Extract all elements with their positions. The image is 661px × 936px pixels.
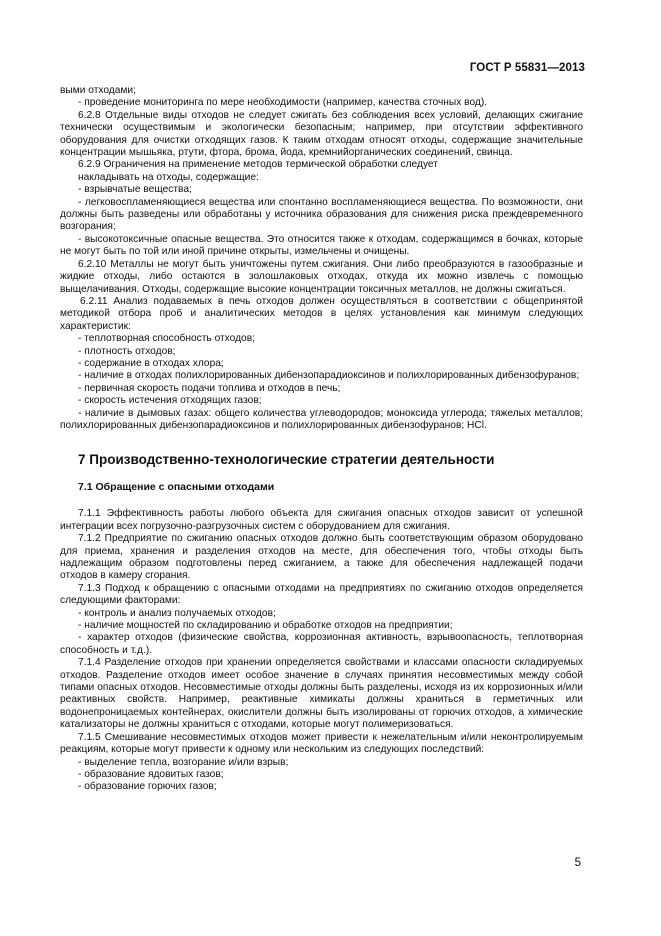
paragraph: - характер отходов (физические свойства, коррозионная активность, взрывоопасность, теплотворная способность и т.д.). (60, 632, 583, 656)
paragraph: - взрывчатые вещества; (78, 184, 192, 196)
paragraph: - легковоспламеняющиеся вещества или спонтанно воспламеняющиеся вещества. По возможности, они должны быть разведены или обработаны у источника образования для снижения риска преждевременного возгорания; (60, 196, 583, 233)
paragraph: - высокотоксичные опасные вещества. Это относится также к отходам, содержащимся в бочках, которые не могут быть по той или иной причине открыты, измельчены и очищены. (60, 233, 583, 258)
paragraph: - скорость истечения отходящих газов; (78, 395, 262, 407)
paragraph: 7.1.5 Смешивание несовместимых отходов может привести к нежелательным и/или неконтролируемым реакциям, которые могут привести к одному или нескольким из следующих последствий: (60, 731, 583, 756)
paragraph: - первичная скорость подачи топлива и отходов в печь; (78, 382, 341, 394)
paragraph: 6.2.10 Металлы не могут быть уничтожены путем сжигания. Они либо преобразуются в газообразные и жидкие отходы, либо остаются в золошлаковых отходах, откуда их можно извлечь с помощью выщелачивания. Отходы, содержащие высокие концентрации токсичных металлов, не должны сжигаться. (60, 258, 583, 295)
paragraph: 7.1.2 Предприятие по сжиганию опасных отходов должно быть соответствующим образом оборудовано для приема, хранения и разделения отходов на месте, для обеспечения того, чтобы отходы быть надлежащим образом подготовлены перед сжиганием, а также для обеспечения надлежащей подачи отходов в камеру сгорания. (60, 533, 583, 582)
paragraph: 7.1.4 Разделение отходов при хранении определяется свойствами и классами опасности складируемых отходов. Разделение отходов имеет особое значение в случаях принятия несовместимых между собой типами опасных отходов. Несовместимые отходы должны быть разделены, исходя из их коррозионных и/или реактивных свойств. Например, реактивные химикаты должны храниться в герметичных или водонепроницаемых контейнерах, окислители должны быть изолированы от горючих отходов, а химические катализаторы не должны храниться с отходами, которые могут полимеризоваться. (60, 657, 583, 731)
document-number-header: ГОСТ Р 55831—2013 (469, 62, 585, 74)
paragraph: - проведение мониторинга по мере необходимости (например, качества сточных вод). (78, 97, 488, 109)
paragraph: - образование горючих газов; (78, 781, 217, 793)
paragraph: 6.2.8 Отдельные виды отходов не следует сжигать без соблюдения всех условий, делающих сжигание технически осуществимым и экологически безопасным; например, при отсутствии эффективного оборудования для очистки отходящих газов. К таким отходам относят отходы, содержащие значительные концентрации мышьяка, ртути, фтора, брома, йода, кремнийорганических соединений, свинца. (60, 109, 583, 159)
paragraph: 7.1.3 Подход к обращению с опасными отходами на предприятиях по сжиганию отходов определяется следующими факторами: (60, 582, 583, 607)
paragraph: 7.1.1 Эффективность работы любого объекта для сжигания опасных отходов зависит от успешной интеграции всех погрузочно-разгрузочных систем с оборудованием для сжигания. (60, 508, 583, 532)
paragraph: - контроль и анализ получаемых отходов; (78, 607, 276, 619)
paragraph: - наличие мощностей по складированию и обработке отходов на предприятии; (78, 620, 453, 632)
paragraph: - наличие в дымовых газах: общего количества углеводородов; моноксида углерода; тяжелых металлов; полихлорированных дибензопарадиоксинов и полихлорированных дибензофуранов; HCl. (60, 407, 583, 431)
paragraph: выми отходами; (60, 85, 136, 96)
page-number: 5 (574, 857, 581, 869)
page-body (60, 85, 583, 794)
paragraph: 6.2.11 Анализ подаваемых в печь отходов должен осуществляться в соответствии с общепринятой методикой отбора проб и аналитических методов в целях установления как минимум следующих характеристик: (60, 295, 583, 332)
paragraph: - выделение тепла, возгорание и/или взрыв; (78, 756, 289, 768)
paragraph: - наличие в отходах полихлорированных дибензопарадиоксинов и полихлорированных дибензофуранов; (78, 370, 580, 382)
paragraph: 6.2.9 Ограничения на применение методов термической обработки следует (78, 159, 438, 171)
paragraph: - содержание в отходах хлора; (78, 357, 224, 369)
subsection-heading: 7.1 Обращение с опасными отходами (78, 481, 275, 494)
paragraph: - образование ядовитых газов; (78, 768, 224, 780)
paragraph: - теплотворная способность отходов; (78, 333, 255, 345)
paragraph: - плотность отходов; (78, 345, 176, 357)
paragraph: накладывать на отходы, содержащие: (78, 171, 259, 183)
section-heading: 7 Производственно-технологические стратегии деятельности (78, 452, 495, 468)
